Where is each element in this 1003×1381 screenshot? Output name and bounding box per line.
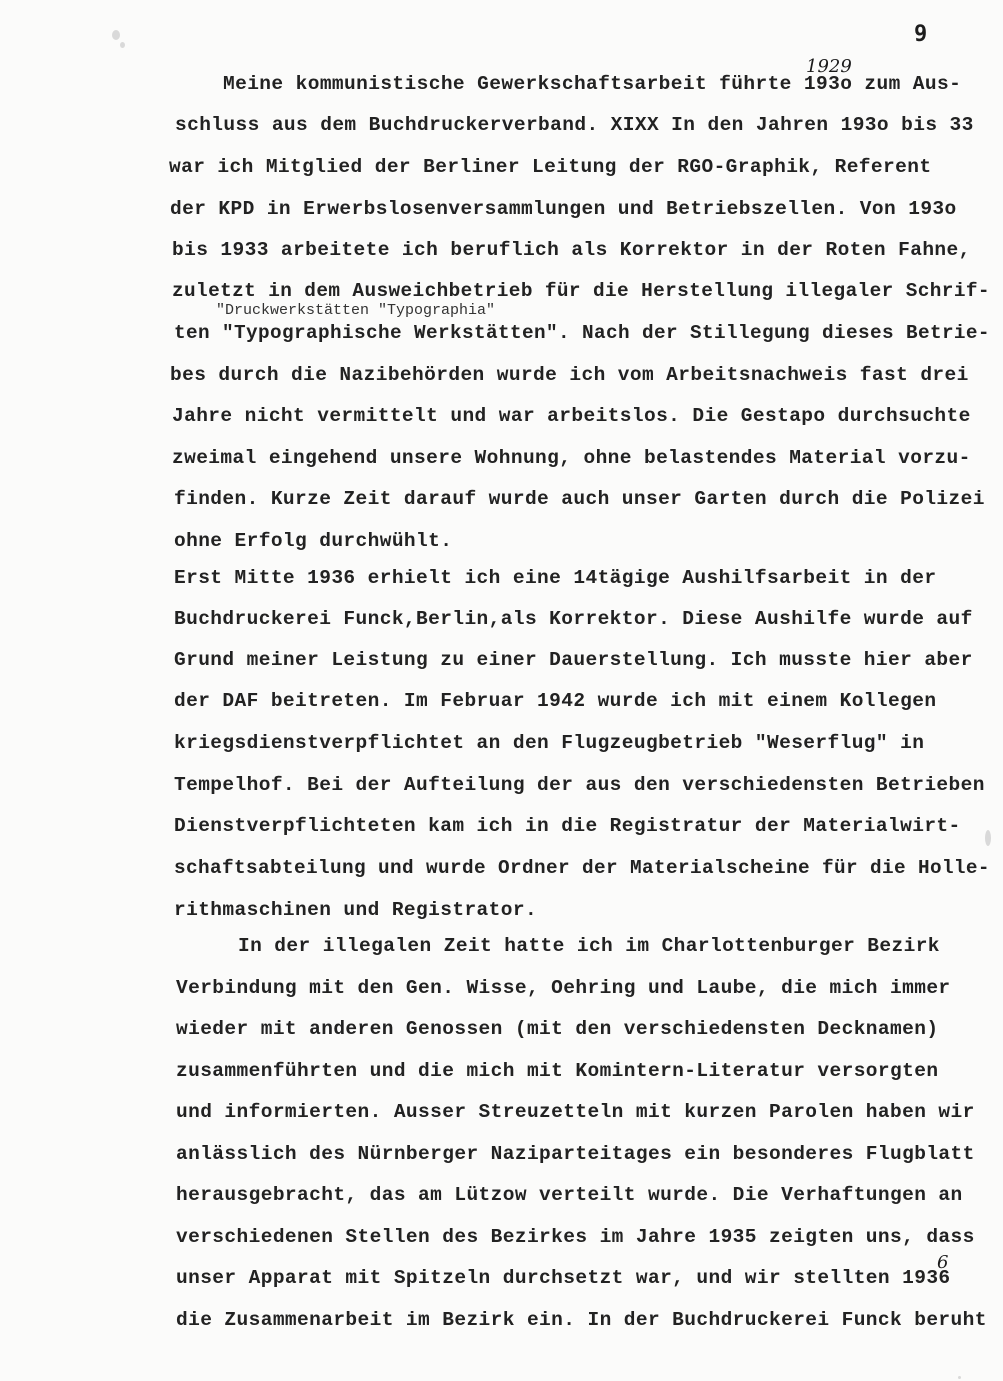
text-line-12: ohne Erfolg durchwühlt. <box>174 530 453 552</box>
handwritten-digit-correction: 6 <box>937 1252 949 1273</box>
text-line-16: der DAF beitreten. Im Februar 1942 wurde ich mit einem Kollegen <box>174 690 937 712</box>
paper-speck <box>120 42 125 48</box>
paper-speck <box>958 1376 961 1379</box>
text-line-18: Tempelhof. Bei der Aufteilung der aus den verschiedensten Betrieben <box>174 774 985 796</box>
text-line-25: zusammenführten und die mich mit Komintern-Literatur versorgten <box>176 1060 939 1082</box>
text-line-24: wieder mit anderen Genossen (mit den verschiedensten Decknamen) <box>176 1018 939 1040</box>
text-line-27: anlässlich des Nürnberger Naziparteitages ein besonderes Flugblatt <box>176 1143 975 1165</box>
text-line-21: rithmaschinen und Registrator. <box>174 899 538 921</box>
text-line-3: war ich Mitglied der Berliner Leitung der RGO-Graphik, Referent <box>169 156 932 178</box>
paper-speck <box>985 830 991 846</box>
typed-interlinear-insert: "Druckwerkstätten "Typographia" <box>216 302 496 319</box>
text-line-7: ten "Typographische Werkstätten". Nach der Stillegung dieses Betrie- <box>174 322 990 344</box>
text-line-31: die Zusammenarbeit im Bezirk ein. In der Buchdruckerei Funck beruht <box>176 1309 987 1331</box>
text-line-26: und informierten. Ausser Streuzetteln mit kurzen Parolen haben wir <box>176 1101 975 1123</box>
text-line-2: schluss aus dem Buchdruckerverband. XIXX In den Jahren 193o bis 33 <box>175 114 974 136</box>
text-line-4: der KPD in Erwerbslosenversammlungen und Betriebszellen. Von 193o <box>170 198 957 220</box>
text-line-1: Meine kommunistische Gewerkschaftsarbeit führte 193o zum Aus- <box>223 73 962 95</box>
text-line-8: bes durch die Nazibehörden wurde ich vom Arbeitsnachweis fast drei <box>170 364 969 386</box>
text-line-29: verschiedenen Stellen des Bezirkes im Jahre 1935 zeigten uns, dass <box>176 1226 975 1248</box>
text-line-23: Verbindung mit den Gen. Wisse, Oehring und Laube, die mich immer <box>176 977 951 999</box>
text-line-30: unser Apparat mit Spitzeln durchsetzt war, und wir stellten 1936 <box>176 1267 951 1289</box>
text-line-19: Dienstverpflichteten kam ich in die Registratur der Materialwirt- <box>174 815 961 837</box>
text-line-11: finden. Kurze Zeit darauf wurde auch unser Garten durch die Polizei <box>174 488 985 510</box>
page-number: 9 <box>914 22 928 47</box>
text-line-17: kriegsdienstverpflichtet an den Flugzeugbetrieb "Weserflug" in <box>174 732 925 754</box>
text-line-5: bis 1933 arbeitete ich beruflich als Korrektor in der Roten Fahne, <box>172 239 971 261</box>
text-line-13: Erst Mitte 1936 erhielt ich eine 14tägige Aushilfsarbeit in der <box>174 567 937 589</box>
text-line-22: In der illegalen Zeit hatte ich im Charlottenburger Bezirk <box>238 935 940 957</box>
text-line-10: zweimal eingehend unsere Wohnung, ohne belastendes Material vorzu- <box>172 447 971 469</box>
text-line-15: Grund meiner Leistung zu einer Dauerstellung. Ich musste hier aber <box>174 649 973 671</box>
text-line-6: zuletzt in dem Ausweichbetrieb für die Herstellung illegaler Schrif- <box>172 280 990 302</box>
text-line-14: Buchdruckerei Funck,Berlin,als Korrektor. Diese Aushilfe wurde auf <box>174 608 973 630</box>
text-line-28: herausgebracht, das am Lützow verteilt wurde. Die Verhaftungen an <box>176 1184 963 1206</box>
text-line-20: schaftsabteilung und wurde Ordner der Materialscheine für die Holle- <box>174 857 990 879</box>
text-line-9: Jahre nicht vermittelt und war arbeitslos. Die Gestapo durchsuchte <box>172 405 971 427</box>
paper-speck <box>112 30 120 40</box>
handwritten-year-correction: 1929 <box>806 56 852 77</box>
